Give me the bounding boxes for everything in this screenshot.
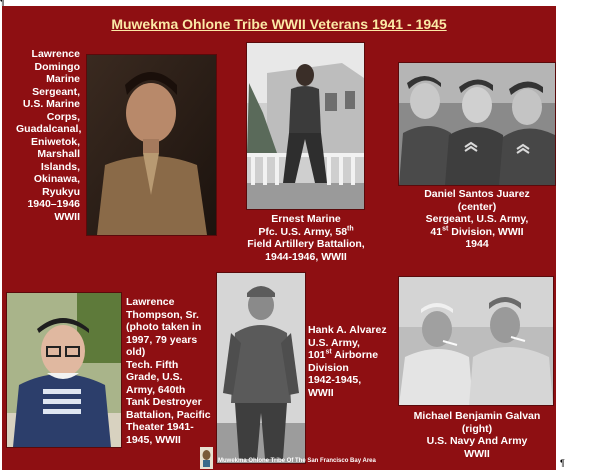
- caption-line: 1940–1946: [27, 198, 80, 210]
- photo-hank-alvarez: [216, 272, 306, 464]
- caption-hank-alvarez: [308, 324, 400, 399]
- caption-line: Guadalcanal,: [16, 123, 82, 135]
- caption-text: Pfc. U.S. Army, 58: [258, 225, 348, 238]
- caption-text: 101: [308, 349, 326, 361]
- caption-line: 1997, 79 years: [126, 333, 198, 346]
- caption-line: [236, 226, 376, 239]
- caption-text: 41: [430, 225, 443, 238]
- caption-line: Daniel Santos Juarez: [424, 188, 530, 200]
- caption-line: Thompson, Sr.: [126, 308, 199, 321]
- caption-line: U.S. Navy And Army: [426, 435, 528, 447]
- caption-line: Corps,: [46, 110, 80, 123]
- caption-line: [404, 226, 550, 239]
- caption-line: Ryukyu: [42, 185, 80, 198]
- caption-line: WWII: [54, 210, 80, 223]
- caption-line: (photo taken in: [126, 321, 202, 333]
- caption-daniel-juarez: [404, 188, 550, 251]
- caption-line: Okinawa,: [33, 173, 80, 185]
- caption-line: Tank Destroyer: [126, 396, 202, 408]
- caption-line: Lawrence: [126, 296, 175, 308]
- photo-daniel-juarez: [398, 62, 556, 186]
- caption-line: Islands,: [40, 160, 80, 173]
- caption-line: Michael Benjamin Galvan: [413, 410, 541, 422]
- caption-line: Field Artillery Battalion,: [247, 238, 365, 250]
- caption-line: 1944: [465, 238, 489, 250]
- caption-superscript: st: [325, 348, 332, 356]
- caption-line: Tech. Fifth: [126, 358, 179, 371]
- caption-line: Army, 640th: [126, 383, 186, 396]
- caption-line: Eniwetok,: [30, 135, 80, 148]
- paragraph-mark-icon: ¶: [0, 0, 5, 7]
- tribe-logo-icon: [200, 447, 213, 469]
- caption-line: 1945, WWII: [126, 433, 181, 446]
- slide-title: Muwekma Ohlone Tribe WWII Veterans 1941 - 1945: [111, 16, 447, 32]
- caption-line: 1942-1945,: [308, 374, 362, 386]
- caption-line: Marshall: [37, 148, 80, 160]
- caption-lawrence-thompson: [126, 296, 212, 446]
- caption-line: (right): [461, 422, 493, 435]
- caption-line: Marine: [46, 73, 80, 85]
- slide: [2, 6, 556, 470]
- caption-ernest-marine: [236, 213, 376, 263]
- caption-line: Domingo: [34, 60, 80, 73]
- photo-michael-galvan: [398, 276, 554, 406]
- caption-superscript: th: [347, 225, 354, 232]
- caption-line: U.S. Marine: [22, 98, 80, 110]
- caption-text: Division, WWII: [448, 225, 524, 238]
- caption-line: 1944-1946, WWII: [265, 250, 347, 263]
- caption-line: [308, 349, 400, 362]
- caption-superscript: st: [442, 225, 449, 232]
- caption-line: Sergeant,: [32, 85, 80, 98]
- footer-text: Muwekma Ohlone Tribe Of The San Francisco Bay Area: [218, 458, 376, 464]
- caption-lawrence-domingo: [16, 48, 80, 223]
- caption-line: Division: [308, 361, 349, 374]
- caption-line: Grade, U.S.: [126, 371, 183, 383]
- caption-line: U.S. Army,: [308, 336, 360, 349]
- caption-line: (center): [457, 200, 497, 213]
- caption-michael-galvan: [404, 410, 550, 460]
- caption-line: Battalion, Pacific: [126, 408, 211, 421]
- caption-line: WWII: [308, 386, 334, 399]
- caption-line: WWII: [464, 447, 490, 460]
- photo-ernest-marine: [246, 42, 365, 210]
- caption-text: Airborne: [331, 349, 379, 361]
- caption-line: Sergeant, U.S. Army,: [425, 213, 529, 225]
- caption-line: Theater 1941-: [126, 421, 194, 433]
- caption-line: old): [126, 346, 146, 358]
- paragraph-mark-icon: ¶: [560, 458, 565, 468]
- caption-line: Lawrence: [31, 48, 80, 60]
- caption-line: Ernest Marine: [271, 213, 341, 225]
- photo-lawrence-thompson: [6, 292, 122, 448]
- caption-line: Hank A. Alvarez: [308, 324, 387, 336]
- photo-lawrence-domingo: [86, 54, 217, 236]
